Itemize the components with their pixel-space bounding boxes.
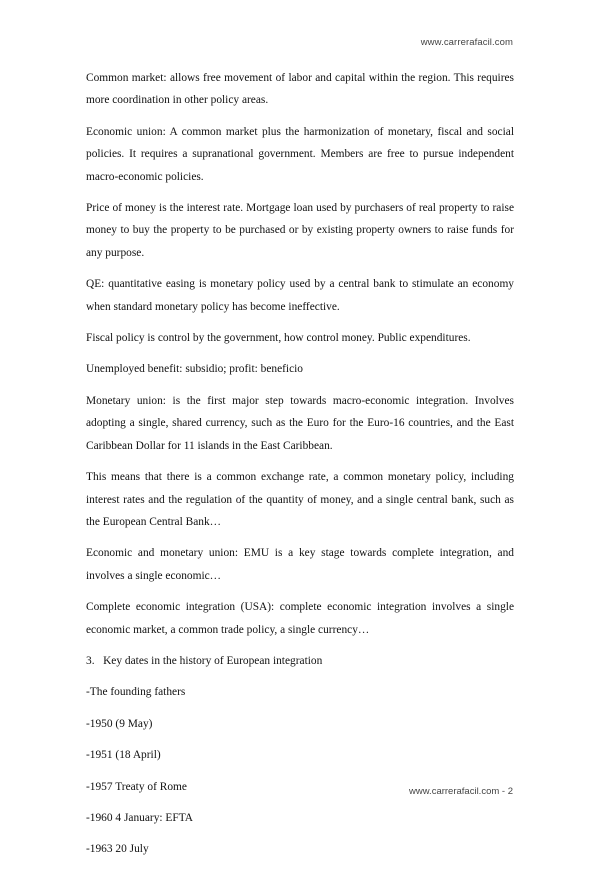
paragraph-common-market: Common market: allows free movement of labor and capital within the region. This requires more coordination in other policy areas. <box>86 72 514 107</box>
paragraph-qe: QE: quantitative easing is monetary policy used by a central bank to stimulate an economy when standard monetary policy has become ineffective. <box>86 278 514 313</box>
paragraph-complete-integration: Complete economic integration (USA): complete economic integration involves a single economic market, a common trade policy, a single currency… <box>86 601 514 636</box>
list-item: -1950 (9 May) <box>86 717 153 730</box>
header-url: www.carrerafacil.com <box>420 37 513 48</box>
paragraph-economic-union: Economic union: A common market plus the harmonization of monetary, fiscal and social policies. It requires a supranational government. Members are free to pursue independent macro-economic policies. <box>86 125 514 183</box>
list-item: -1960 4 January: EFTA <box>86 811 193 824</box>
paragraph-unemployed-benefit: Unemployed benefit: subsidio; profit: beneficio <box>86 363 304 376</box>
paragraph-monetary-union: Monetary union: is the first major step towards macro-economic integration. Involves adopting a single, shared currency, such as the Euro for the Euro-16 countries, and the East Caribbean Dollar for 11 islands in the East Caribbean. <box>86 394 514 452</box>
footer-page-number: www.carrerafacil.com - 2 <box>409 786 513 797</box>
paragraph-emu: Economic and monetary union: EMU is a key stage towards complete integration, and involves a single economic… <box>86 547 514 582</box>
list-item: -The founding fathers <box>86 686 186 699</box>
paragraph-fiscal-policy: Fiscal policy is control by the government, how control money. Public expenditures. <box>86 332 471 345</box>
list-item: -1963 20 July <box>86 843 149 856</box>
paragraph-common-exchange-rate: This means that there is a common exchange rate, a common monetary policy, including interest rates and the regulation of the quantity of money, and a single central bank, such as the European Central Bank… <box>86 471 514 528</box>
document-body <box>86 67 514 870</box>
list-item: -1951 (18 April) <box>86 749 161 762</box>
section-heading: 3. Key dates in the history of European integration <box>86 654 323 667</box>
paragraph-price-of-money: Price of money is the interest rate. Mortgage loan used by purchasers of real property to raise money to buy the property to be purchased or by existing property owners to raise funds for any purpose. <box>86 202 514 259</box>
list-item: -1957 Treaty of Rome <box>86 780 187 793</box>
